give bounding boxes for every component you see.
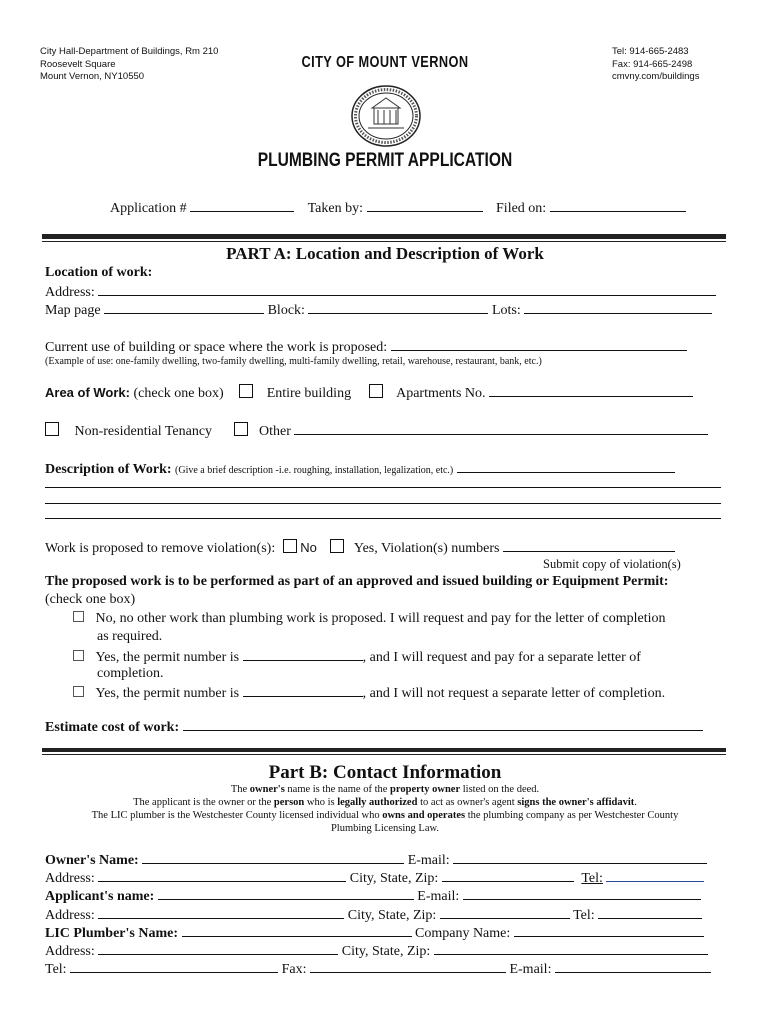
lots-label: Lots: [491, 303, 521, 318]
part-b-heading: Part B: Contact Information [268, 762, 502, 783]
description-hint: (Give a brief description -i.e. roughing, installation, legalization, etc.) [175, 465, 454, 476]
non-residential-label: Non-residential Tenancy [74, 424, 213, 439]
plumber-email-field[interactable] [555, 960, 711, 973]
note-bold: person [273, 797, 305, 808]
entire-building-label: Entire building [266, 386, 352, 401]
description-field-2[interactable] [45, 475, 721, 488]
area-of-work-label: Area of Work: [45, 385, 130, 400]
owner-tel-label: Tel: [581, 871, 603, 886]
applicant-email-label: E-mail: [417, 889, 460, 904]
plumber-row [45, 924, 704, 942]
permit-option-1-checkbox[interactable] [73, 611, 84, 622]
owner-name-field[interactable] [142, 851, 404, 864]
note-text: to act as owner's agent [417, 797, 518, 808]
application-number-label: Application # [110, 201, 187, 216]
apartments-label: Apartments No. [396, 386, 486, 401]
department-contact [612, 46, 699, 84]
plumber-address-row [45, 942, 708, 960]
permit-option-1 [73, 611, 666, 627]
violation-no-checkbox[interactable] [283, 539, 297, 553]
current-use-field[interactable] [391, 338, 687, 351]
location-heading: Location of work: [45, 265, 153, 280]
address-line-2: Roosevelt Square [40, 58, 116, 70]
description-label: Description of Work: [45, 462, 172, 477]
contact-notes [0, 783, 770, 835]
plumber-fax-field[interactable] [310, 960, 506, 973]
applicant-address-field[interactable] [98, 906, 344, 919]
note-bold: owns and operates [382, 810, 466, 821]
owner-address-label: Address: [45, 871, 95, 886]
address-row [45, 283, 716, 301]
note-bold: property owner [390, 784, 461, 795]
address-line-1: City Hall-Department of Buildings, Rm 210 [40, 46, 219, 57]
applicant-name-field[interactable] [158, 887, 414, 900]
web-line: cmvny.com/buildings [612, 71, 700, 82]
plumber-fax-label: Fax: [281, 962, 307, 977]
map-page-label: Map page [45, 303, 101, 318]
check-one-hint: (check one box) [45, 592, 136, 607]
plumber-address-field[interactable] [98, 942, 338, 955]
applicant-address-row [45, 906, 702, 924]
other-checkbox[interactable] [234, 422, 248, 436]
permit-option-2-cont: completion. [97, 666, 164, 681]
address-label: Address: [45, 285, 95, 300]
block-label: Block: [267, 303, 305, 318]
plumber-city-field[interactable] [434, 942, 708, 955]
permit-option-1-cont: as required. [97, 629, 163, 644]
note-text: The applicant is the owner or the [133, 797, 274, 808]
section-divider [42, 234, 726, 239]
permit-option-3 [73, 684, 665, 702]
note-plumber [0, 809, 770, 822]
permit-number-field-1[interactable] [243, 648, 363, 661]
description-field-1[interactable] [457, 460, 675, 473]
note-text: name is the name of the [284, 784, 391, 795]
owner-city-field[interactable] [442, 869, 574, 882]
estimate-label: Estimate cost of work: [45, 720, 180, 735]
plumber-tel-label: Tel: [45, 962, 67, 977]
estimate-row [45, 718, 703, 736]
owner-row [45, 851, 707, 869]
violation-yes-label: Yes, Violation(s) numbers [353, 541, 500, 556]
permit-option-2 [73, 648, 641, 666]
company-name-label: Company Name: [415, 926, 511, 941]
violation-numbers-field[interactable] [503, 539, 675, 552]
owner-address-field[interactable] [98, 869, 346, 882]
section-divider-thin [42, 241, 726, 242]
area-of-work-row-2 [45, 422, 708, 440]
permit-number-field-2[interactable] [243, 684, 363, 697]
applicant-row [45, 887, 701, 905]
applicant-email-field[interactable] [463, 887, 701, 900]
applicant-tel-label: Tel: [573, 908, 595, 923]
non-residential-checkbox[interactable] [45, 422, 59, 436]
note-law: Plumbing Licensing Law. [330, 823, 440, 834]
owner-name-label: Owner's Name: [45, 853, 139, 868]
note-bold: legally authorized [337, 797, 418, 808]
application-number-field[interactable] [190, 199, 294, 212]
permit-question: The proposed work is to be performed as part of an approved and issued building or Equipment Permit: [45, 574, 669, 589]
address-line-3: Mount Vernon, NY10550 [40, 71, 145, 82]
permit-option-3-text: Yes, the permit number is [95, 686, 240, 701]
form-title: PLUMBING PERMIT APPLICATION [257, 150, 513, 171]
description-field-4[interactable] [45, 506, 721, 519]
description-field-3[interactable] [45, 491, 721, 504]
apartments-checkbox[interactable] [369, 384, 383, 398]
submit-copy-note: Submit copy of violation(s) [543, 557, 681, 571]
violation-no-label: No [300, 540, 317, 555]
address-field[interactable] [98, 283, 716, 296]
applicant-city-label: City, State, Zip: [347, 908, 437, 923]
plumber-name-label: LIC Plumber's Name: [45, 926, 178, 941]
other-label: Other [259, 424, 291, 439]
plumber-tel-field[interactable] [70, 960, 278, 973]
section-divider-b-thin [42, 754, 726, 755]
taken-by-label: Taken by: [307, 201, 364, 216]
owner-email-label: E-mail: [407, 853, 450, 868]
note-text: the plumbing company as per Westchester County [465, 810, 679, 821]
applicant-city-field[interactable] [440, 906, 570, 919]
note-bold: owner's [249, 784, 285, 795]
permit-option-2-text-b: , and I will request and pay for a separate letter of [362, 650, 641, 665]
violation-yes-checkbox[interactable] [330, 539, 344, 553]
permit-option-2-text: Yes, the permit number is [95, 650, 240, 665]
entire-building-checkbox[interactable] [239, 384, 253, 398]
company-name-field[interactable] [514, 924, 704, 937]
area-of-work-row [45, 384, 693, 402]
applicant-name-label: Applicant's name: [45, 889, 155, 904]
applicant-address-label: Address: [45, 908, 95, 923]
plumber-address-label: Address: [45, 944, 95, 959]
applicant-tel-field[interactable] [598, 906, 702, 919]
application-line [110, 199, 686, 217]
current-use-label: Current use of building or space where the work is proposed: [45, 340, 388, 355]
fax-line: Fax: 914-665-2498 [612, 58, 693, 70]
lots-field[interactable] [524, 301, 712, 314]
tel-line: Tel: 914-665-2483 [612, 46, 689, 57]
map-row [45, 301, 712, 319]
area-of-work-hint: (check one box) [133, 386, 224, 401]
note-applicant: The applicant is the owner or the person who is legally authorized to act as owner's agent signs the owner's affidavit. [133, 797, 637, 808]
city-seal-icon [350, 84, 422, 148]
permit-option-3-checkbox[interactable] [73, 686, 84, 697]
part-a-heading: PART A: Location and Description of Work [226, 244, 544, 263]
plumber-contact-row [45, 960, 711, 978]
note-text: listed on the deed. [460, 784, 540, 795]
plumber-email-label: E-mail: [509, 962, 552, 977]
plumber-city-label: City, State, Zip: [341, 944, 431, 959]
current-use-row [45, 338, 687, 356]
city-name: CITY OF MOUNT VERNON [301, 54, 469, 71]
violation-row [45, 539, 675, 557]
estimate-field[interactable] [183, 718, 703, 731]
note-owner [0, 783, 770, 796]
violation-question: Work is proposed to remove violation(s): [45, 541, 276, 556]
taken-by-field[interactable] [367, 199, 483, 212]
owner-email-field[interactable] [453, 851, 707, 864]
block-field[interactable] [308, 301, 488, 314]
filed-on-field[interactable] [550, 199, 686, 212]
permit-option-3-text-b: , and I will not request a separate letter of completion. [362, 686, 666, 701]
owner-address-row [45, 869, 704, 887]
owner-tel-field[interactable] [606, 869, 704, 882]
filed-on-label: Filed on: [496, 201, 547, 216]
permit-option-2-checkbox[interactable] [73, 650, 84, 661]
apartments-field[interactable] [489, 384, 693, 397]
note-text: The [230, 784, 250, 795]
note-text: who is [304, 797, 338, 808]
map-page-field[interactable] [104, 301, 264, 314]
permit-option-1-text: No, no other work than plumbing work is proposed. I will request and pay for the letter of completion [95, 611, 666, 626]
note-bold: signs the owner's affidavit [517, 797, 635, 808]
note-text: The LIC plumber is the Westchester County licensed individual who [91, 810, 383, 821]
other-field[interactable] [294, 422, 708, 435]
section-divider-b [42, 748, 726, 752]
plumber-name-field[interactable] [182, 924, 412, 937]
use-example: (Example of use: one-family dwelling, two-family dwelling, multi-family dwelling, retail, warehouse, restaurant, bank, etc.) [45, 356, 542, 367]
owner-city-label: City, State, Zip: [349, 871, 439, 886]
